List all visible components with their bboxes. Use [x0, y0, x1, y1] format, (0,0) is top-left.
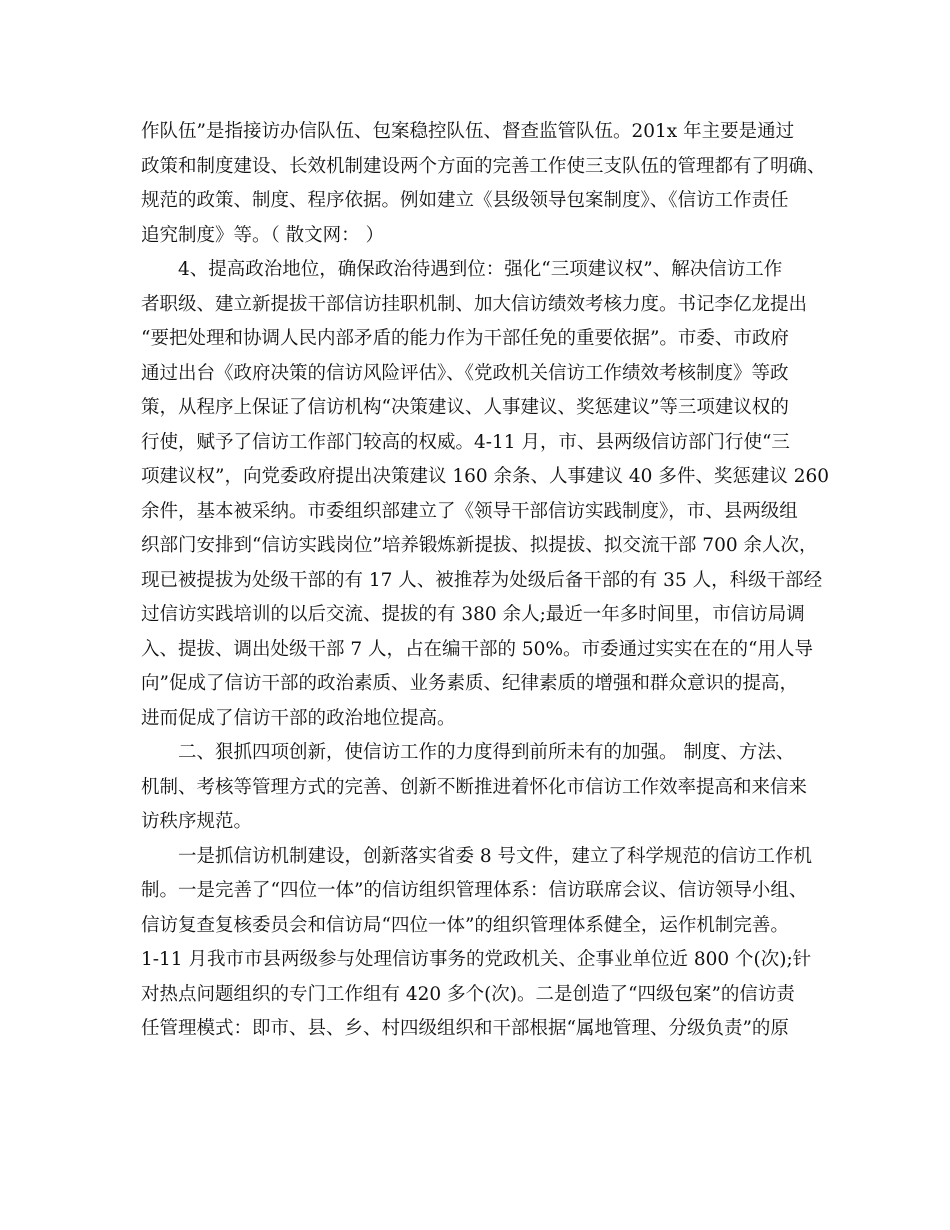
- text-line: 访秩序规范。: [141, 811, 253, 832]
- text-line: 策，从程序上保证了信访机构“决策建议、人事建议、奖惩建议”等三项建议权的: [141, 397, 789, 418]
- text-line: 现已被提拔为处级干部的有 17 人、被推荐为处级后备干部的有 35 人，科级干部经: [141, 569, 823, 591]
- text-line: 向”促成了信访干部的政治素质、业务素质、纪律素质的增强和群众意识的提高，: [141, 673, 798, 694]
- text-line: “要把处理和协调人民内部矛盾的能力作为干部任免的重要依据”。市委、市政府: [141, 328, 789, 349]
- document-body: [141, 115, 830, 1047]
- text-line: 进而促成了信访干部的政治地位提高。: [141, 707, 456, 729]
- text-line: 任管理模式：即市、县、乡、村四级组织和干部根据“属地管理、分级负责”的原: [141, 1018, 789, 1039]
- text-line: 过信访实践培训的以后交流、提拔的有 380 余人;最近一年多时间里，市信访局调: [141, 604, 805, 625]
- text-line: 入、提拔、调出处级干部 7 人，占在编干部的 50%。市委通过实实在在的“用人导: [141, 638, 813, 660]
- text-line: 余件，基本被采纳。市委组织部建立了《领导干部信访实践制度》，市、县两级组: [141, 500, 798, 522]
- text-line: 政策和制度建设、长效机制建设两个方面的完善工作使三支队伍的管理都有了明确、: [141, 155, 826, 177]
- text-line: 机制、考核等管理方式的完善、创新不断推进着怀化市信访工作效率提高和来信来: [141, 776, 808, 798]
- text-line: 信访复查复核委员会和信访局“四位一体”的组织管理体系健全，运作机制完善。: [141, 914, 789, 936]
- text-line: 1-11 月我市市县两级参与处理信访事务的党政机关、企事业单位近 800 个(次);针: [141, 949, 812, 970]
- paragraph-start-line: 一是抓信访机制建设，创新落实省委 8 号文件，建立了科学规范的信访工作机: [178, 845, 813, 867]
- text-line: 者职级、建立新提拔干部信访挂职机制、加大信访绩效考核力度。书记李亿龙提出: [141, 293, 808, 315]
- text-line: 行使，赋予了信访工作部门较高的权威。4-11 月，市、县两级信访部门行使“三: [141, 431, 790, 453]
- text-line: 对热点问题组织的专门工作组有 420 多个(次)。二是创造了“四级包案”的信访责: [141, 983, 795, 1005]
- text-line: 追究制度》等。（ 散文网： ）: [141, 224, 385, 246]
- text-line: 织部门安排到“信访实践岗位”培养锻炼新提拔、拟提拔、拟交流干部 700 余人次，: [141, 535, 818, 556]
- text-line: 规范的政策、制度、程序依据。例如建立《县级领导包案制度》、《信访工作责任: [141, 190, 789, 211]
- text-line: 作队伍”是指接访办信队伍、包案稳控队伍、督查监管队伍。201x 年主要是通过: [141, 121, 795, 142]
- text-line: 项建议权”，向党委政府提出决策建议 160 余条、人事建议 40 多件、奖惩建议 260: [141, 466, 830, 487]
- paragraph-start-line: 二、狠抓四项创新，使信访工作的力度得到前所未有的加强。 制度、方法、: [178, 742, 795, 763]
- text-line: 通过出台《政府决策的信访风险评估》、《党政机关信访工作绩效考核制度》等政: [141, 362, 789, 384]
- text-line: 制。一是完善了“四位一体”的信访组织管理体系：信访联席会议、信访领导小组、: [141, 880, 808, 901]
- paragraph-start-line: 4、提高政治地位，确保政治待遇到位：强化“三项建议权”、解决信访工作: [178, 259, 783, 280]
